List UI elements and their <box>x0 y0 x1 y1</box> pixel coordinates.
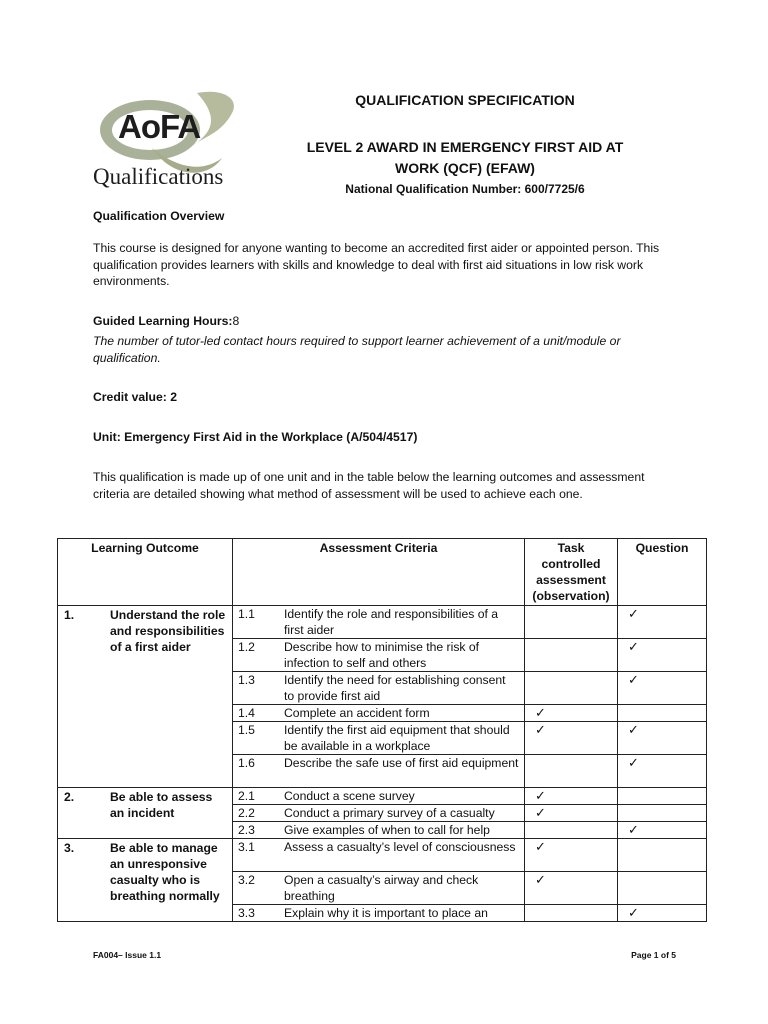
criterion-text: Identify the first aid equipment that should be available in a workplace <box>284 723 510 753</box>
criterion-text: Identify the need for establishing consent to provide first aid <box>284 673 506 703</box>
award-title <box>280 137 650 179</box>
criterion-cell <box>233 606 525 639</box>
table-row <box>58 839 707 872</box>
criterion-text: Conduct a primary survey of a casualty <box>284 806 495 820</box>
guided-hours-label: Guided Learning Hours: <box>93 314 233 328</box>
criterion-cell <box>233 839 525 872</box>
task-tick-icon: ✓ <box>525 722 618 755</box>
question-tick-icon: ✓ <box>618 822 707 839</box>
overview-body: This course is designed for anyone wanting to become an accredited first aider or appointed person. This qualification provides learners with skills and knowledge to deal with first aid situations in low risk work environments. <box>93 241 660 288</box>
criterion-text: Explain why it is important to place an <box>284 906 488 920</box>
criterion-number: 1.5 <box>238 723 255 737</box>
criterion-cell <box>233 639 525 672</box>
guided-hours-note: The number of tutor-led contact hours required to support learner achievement of a unit/module or qualification. <box>93 334 621 365</box>
outcome-number: 1. <box>64 608 75 622</box>
criterion-text: Conduct a scene survey <box>284 789 415 803</box>
task-tick-icon: ✓ <box>525 705 618 722</box>
task-tick-icon: ✓ <box>525 788 618 805</box>
question-tick-icon: ✓ <box>618 905 707 922</box>
credit-value: Credit value: 2 <box>93 390 177 404</box>
qualification-number: National Qualification Number: 600/7725/6 <box>345 182 585 196</box>
outcome-text: Understand the role and responsibilities of a first aider <box>110 608 226 654</box>
outcome-number: 3. <box>64 841 75 855</box>
criterion-number: 3.1 <box>238 840 255 854</box>
header-assessment-criteria: Assessment Criteria <box>233 539 525 606</box>
question-cell <box>618 788 707 805</box>
question-tick-icon: ✓ <box>618 606 707 639</box>
criterion-cell <box>233 805 525 822</box>
criterion-cell <box>233 905 525 922</box>
logo-wordmark: AoFA <box>118 108 201 145</box>
criterion-number: 1.6 <box>238 756 255 770</box>
criterion-text: Give examples of when to call for help <box>284 823 490 837</box>
header-learning-outcome: Learning Outcome <box>58 539 233 606</box>
criterion-number: 3.2 <box>238 873 255 887</box>
criterion-number: 2.2 <box>238 806 255 820</box>
criterion-number: 1.2 <box>238 640 255 654</box>
task-tick-icon: ✓ <box>525 839 618 872</box>
criterion-cell <box>233 788 525 805</box>
award-title-line2: WORK (QCF) (EFAW) <box>395 160 535 176</box>
spec-title: QUALIFICATION SPECIFICATION <box>355 92 575 108</box>
criterion-cell <box>233 722 525 755</box>
question-tick-icon: ✓ <box>618 722 707 755</box>
task-cell <box>525 672 618 705</box>
outcome-text: Be able to manage an unresponsive casualty who is breathing normally <box>110 841 220 903</box>
criterion-cell <box>233 672 525 705</box>
task-cell <box>525 822 618 839</box>
criterion-number: 2.3 <box>238 823 255 837</box>
task-tick-icon: ✓ <box>525 872 618 905</box>
intro-paragraph: This qualification is made up of one unit and in the table below the learning outcomes and assessment criteria are detailed showing what method of assessment will be used to achieve each one. <box>93 470 645 501</box>
learning-outcome-3 <box>58 839 233 922</box>
task-tick-icon: ✓ <box>525 805 618 822</box>
question-tick-icon: ✓ <box>618 639 707 672</box>
task-cell <box>525 905 618 922</box>
learning-outcome-1 <box>58 606 233 788</box>
criterion-number: 1.3 <box>238 673 255 687</box>
question-cell <box>618 705 707 722</box>
criterion-text: Open a casualty’s airway and check breathing <box>284 873 479 903</box>
header-task: Task controlled assessment (observation) <box>525 539 618 606</box>
criterion-number: 2.1 <box>238 789 255 803</box>
criterion-cell <box>233 872 525 905</box>
criterion-text: Assess a casualty’s level of consciousness <box>284 840 516 854</box>
question-cell <box>618 839 707 872</box>
guided-hours-value: 8 <box>232 314 240 328</box>
header-question: Question <box>618 539 707 606</box>
learning-outcomes-table <box>57 538 707 922</box>
outcome-text: Be able to assess an incident <box>110 790 213 820</box>
question-cell <box>618 872 707 905</box>
criterion-text: Identify the role and responsibilities of a first aider <box>284 607 499 637</box>
table-row <box>58 788 707 805</box>
guided-hours <box>93 313 673 330</box>
criterion-text: Describe how to minimise the risk of infection to self and others <box>284 640 480 670</box>
criterion-text: Complete an accident form <box>284 706 430 720</box>
task-cell <box>525 639 618 672</box>
question-cell <box>618 805 707 822</box>
question-tick-icon: ✓ <box>618 672 707 705</box>
award-title-line1: LEVEL 2 AWARD IN EMERGENCY FIRST AID AT <box>306 139 624 155</box>
task-cell <box>525 606 618 639</box>
criterion-cell <box>233 822 525 839</box>
criterion-cell <box>233 755 525 788</box>
unit-title: Unit: Emergency First Aid in the Workplace (A/504/4517) <box>93 430 418 444</box>
footer-issue: FA004– Issue 1.1 <box>93 950 162 960</box>
criterion-number: 1.1 <box>238 607 255 621</box>
criterion-cell <box>233 705 525 722</box>
criterion-number: 3.3 <box>238 906 255 920</box>
logo-subtitle: Qualifications <box>93 164 224 189</box>
question-tick-icon: ✓ <box>618 755 707 788</box>
table-header-row <box>58 539 707 606</box>
overview-heading: Qualification Overview <box>93 209 225 223</box>
criterion-number: 1.4 <box>238 706 255 720</box>
learning-outcome-2 <box>58 788 233 839</box>
task-cell <box>525 755 618 788</box>
criterion-text: Describe the safe use of first aid equipment <box>284 756 519 770</box>
footer-page-number: Page 1 of 5 <box>631 950 676 960</box>
outcome-number: 2. <box>64 790 75 804</box>
table-row <box>58 606 707 639</box>
